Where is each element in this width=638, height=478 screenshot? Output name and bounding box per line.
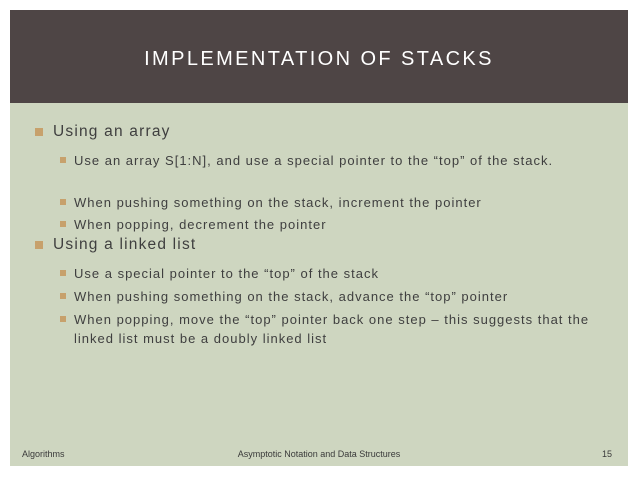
square-bullet-icon: [60, 316, 66, 322]
square-bullet-icon: [60, 157, 66, 163]
bullet-item: [60, 264, 600, 283]
slide: [10, 10, 628, 466]
bullet-heading-linked-list: [35, 236, 196, 254]
square-bullet-icon: [60, 293, 66, 299]
item-text: Use a special pointer to the “top” of the stack: [74, 266, 379, 281]
square-bullet-icon: [35, 241, 43, 249]
heading-text: Using an array: [53, 123, 171, 140]
item-text: When pushing something on the stack, increment the pointer: [74, 195, 482, 210]
page-number: 15: [601, 449, 612, 459]
item-text: Use an array S[1:N], and use a special pointer to the “top” of the stack.: [74, 153, 554, 168]
square-bullet-icon: [60, 221, 66, 227]
bullet-item: [60, 287, 600, 306]
square-bullet-icon: [60, 270, 66, 276]
title-bar: [10, 10, 628, 103]
bullet-item: [60, 215, 600, 234]
footer-center: Asymptotic Notation and Data Structures: [237, 449, 401, 459]
bullet-item: [60, 310, 600, 348]
bullet-heading-array: [35, 123, 171, 141]
bullet-item: [60, 151, 600, 170]
footer-left: Algorithms: [22, 449, 65, 459]
square-bullet-icon: [60, 199, 66, 205]
bullet-item: [60, 193, 600, 212]
item-text: When popping, decrement the pointer: [74, 217, 327, 232]
item-text: When popping, move the “top” pointer back one step – this suggests that the linked list must be a doubly linked list: [74, 312, 590, 346]
heading-text: Using a linked list: [53, 236, 197, 253]
square-bullet-icon: [35, 128, 43, 136]
slide-title: IMPLEMENTATION OF STACKS: [144, 47, 494, 70]
item-text: When pushing something on the stack, advance the “top” pointer: [74, 289, 509, 304]
